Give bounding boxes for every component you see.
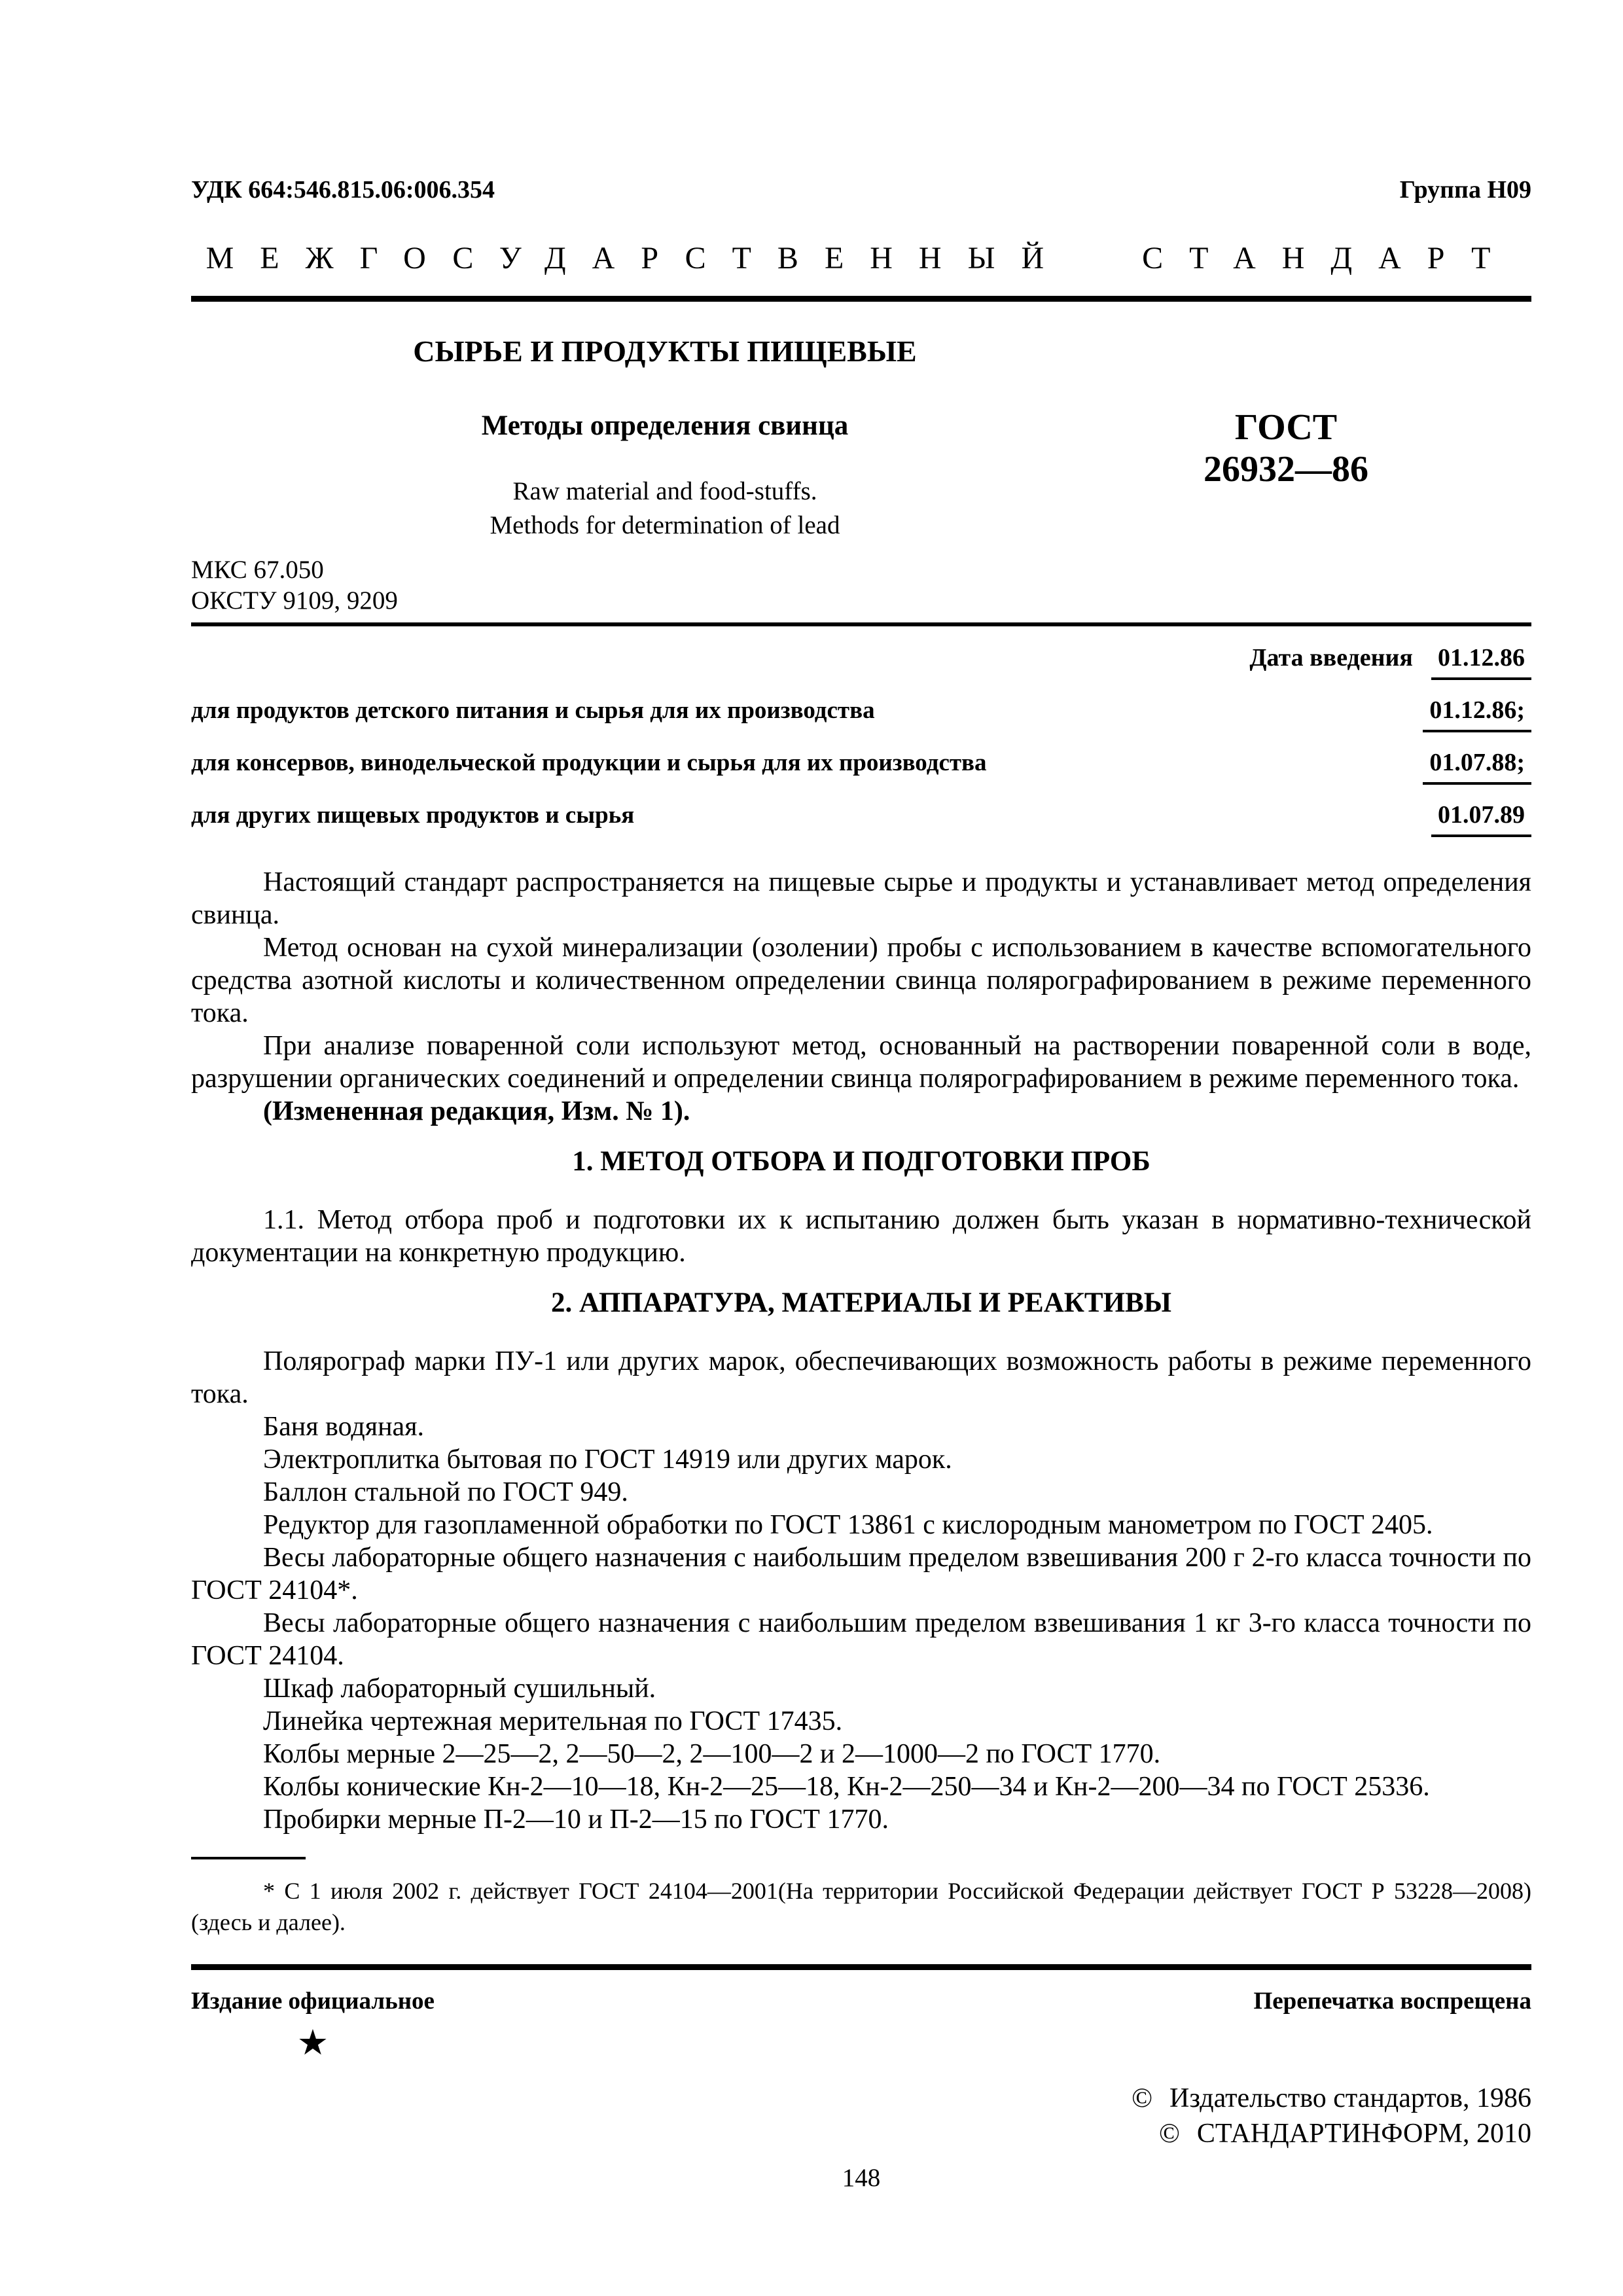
copyright-icon: © — [1158, 2119, 1180, 2149]
udk-group-row — [191, 175, 1531, 204]
mks-code: МКС 67.050 — [191, 556, 324, 584]
equipment-item: Баня водяная. — [263, 1412, 425, 1442]
okstu-code: ОКСТУ 9109, 9209 — [191, 586, 398, 615]
divider-rule-bottom — [191, 1964, 1531, 1970]
divider-rule-top — [191, 296, 1531, 302]
introduction-date-row — [191, 643, 1531, 680]
gost-label: ГОСТ — [1234, 407, 1338, 448]
date-row — [191, 748, 1531, 785]
document-title-en — [191, 475, 1139, 543]
footnote-block — [191, 1857, 1531, 1938]
equipment-item: Весы лабораторные общего назначения с наибольшим пределом взвешивания 200 г 2-го класса точности по ГОСТ 24104*. — [191, 1543, 1531, 1605]
equipment-item: Баллон стальной по ГОСТ 949. — [263, 1477, 628, 1507]
title-block — [191, 334, 1531, 543]
copyright-line — [191, 2116, 1531, 2151]
date-row — [191, 800, 1531, 837]
paragraph: Метод основан на сухой минерализации (озолении) пробы с использованием в качестве вспомогательного средства азотной кислоты и количественном определении свинца полярографированием в режиме переменного тока. — [191, 933, 1531, 1028]
section-2-body — [191, 1345, 1531, 1836]
page-number: 148 — [842, 2164, 881, 2192]
group-code: Группа Н09 — [1399, 176, 1531, 204]
date-row-label: для других пищевых продуктов и сырья — [191, 802, 635, 829]
section-2-heading: 2. АППАРАТУРА, МАТЕРИАЛЫ И РЕАКТИВЫ — [551, 1287, 1171, 1318]
date-row — [191, 696, 1531, 732]
star-icon: ★ — [296, 2023, 329, 2062]
date-row-label: для продуктов детского питания и сырья для их производства — [191, 697, 875, 724]
document-subtitle-ru: Методы определения свинца — [481, 410, 849, 441]
copyright-line — [191, 2081, 1531, 2116]
document-title-en-line2: Methods for determination of lead — [490, 511, 840, 539]
date-row-value: 01.12.86; — [1423, 696, 1531, 732]
paragraph: При анализе поваренной соли используют метод, основанный на растворении поваренной соли в воде, разрушении органических соединений и определении свинца полярографированием в режиме переменного тока. — [191, 1031, 1531, 1094]
section-1-heading: 1. МЕТОД ОТБОРА И ПОДГОТОВКИ ПРОБ — [572, 1146, 1150, 1177]
paragraph: 1.1. Метод отбора проб и подготовки их к испытанию должен быть указан в нормативно-технической документации на конкретную продукцию. — [191, 1205, 1531, 1268]
equipment-item: Шкаф лабораторный сушильный. — [263, 1674, 656, 1704]
equipment-item: Колбы мерные 2—25—2, 2—50—2, 2—100—2 и 2—1000—2 по ГОСТ 1770. — [263, 1739, 1161, 1769]
date-row-label: для консервов, винодельческой продукции и сырья для их производства — [191, 749, 987, 776]
section-1-body — [191, 1204, 1531, 1269]
official-edition-label: Издание официальное — [191, 1988, 435, 2015]
classification-codes — [191, 554, 1531, 616]
equipment-item: Редуктор для газопламенной обработки по ГОСТ 13861 с кислородным манометром по ГОСТ 2405. — [263, 1510, 1433, 1540]
equipment-item: Линейка чертежная мерительная по ГОСТ 17435. — [263, 1706, 843, 1736]
copyright-text: СТАНДАРТИНФОРМ, 2010 — [1196, 2119, 1531, 2149]
date-row-value: 01.07.88; — [1423, 748, 1531, 785]
equipment-item: Электроплитка бытовая по ГОСТ 14919 или других марок. — [263, 1444, 952, 1475]
paragraph: Настоящий стандарт распространяется на пищевые сырье и продукты и устанавливает метод определения свинца. — [191, 867, 1531, 930]
date-row-value: 01.07.89 — [1431, 800, 1531, 837]
udk-code: УДК 664:546.815.06:006.354 — [191, 176, 495, 204]
equipment-item: Полярограф марки ПУ-1 или других марок, обеспечивающих возможность работы в режиме переменного тока. — [191, 1346, 1531, 1409]
document-title-en-line1: Raw material and food-stuffs. — [512, 477, 817, 505]
footnote-text: * С 1 июля 2002 г. действует ГОСТ 24104—2001(На территории Российской Федерации действует ГОСТ Р 53228—2008) (здесь и далее). — [191, 1878, 1531, 1935]
gost-number: 26932—86 — [1204, 449, 1368, 490]
copyright-block — [191, 2081, 1531, 2151]
equipment-item: Колбы конические Кн-2—10—18, Кн-2—25—18, Кн-2—250—34 и Кн-2—200—34 по ГОСТ 25336. — [263, 1772, 1430, 1802]
copyright-icon: © — [1132, 2083, 1153, 2113]
standard-type-title: МЕЖГОСУДАРСТВЕННЫЙ СТАНДАРТ — [205, 241, 1517, 276]
equipment-item: Пробирки мерные П-2—10 и П-2—15 по ГОСТ 1770. — [263, 1804, 889, 1835]
scope-section — [191, 866, 1531, 1128]
date-intro-label: Дата введения — [1249, 644, 1413, 672]
divider-rule-middle — [191, 622, 1531, 626]
title-column — [191, 334, 1139, 543]
amendment-note: (Измененная редакция, Изм. № 1). — [263, 1096, 690, 1126]
reprint-prohibited-label: Перепечатка воспрещена — [1253, 1988, 1531, 2015]
document-title-ru: СЫРЬЕ И ПРОДУКТЫ ПИЩЕВЫЕ — [413, 334, 917, 368]
copyright-text: Издательство стандартов, 1986 — [1169, 2083, 1531, 2113]
date-intro-value: 01.12.86 — [1431, 643, 1531, 680]
equipment-item: Весы лабораторные общего назначения с наибольшим пределом взвешивания 1 кг 3-го класса точности по ГОСТ 24104. — [191, 1608, 1531, 1671]
footnote-rule — [191, 1857, 306, 1859]
official-edition-block — [191, 1987, 435, 2062]
footer-row — [191, 1987, 1531, 2062]
gost-number-block — [1139, 334, 1531, 543]
